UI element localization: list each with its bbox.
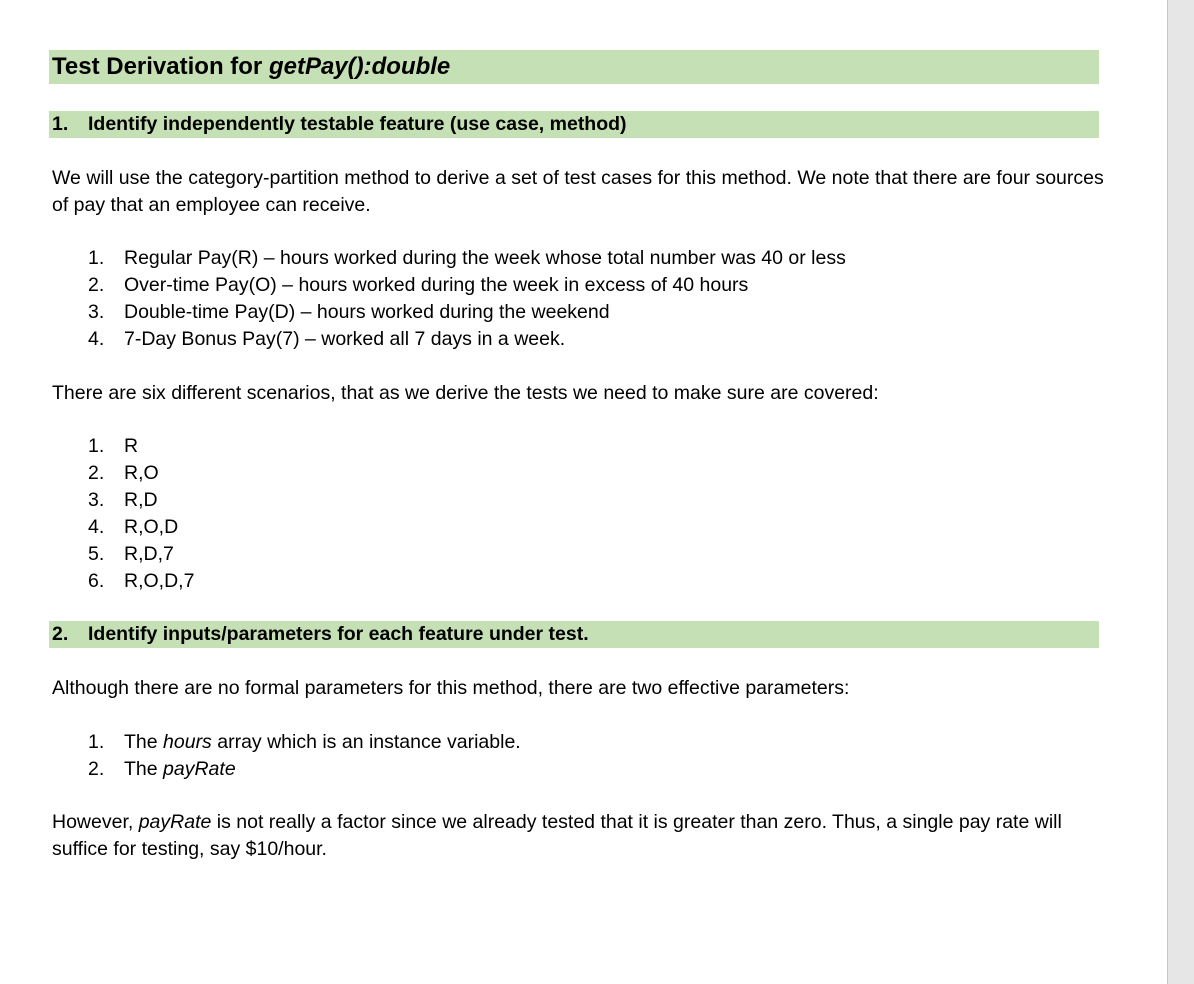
list-item: 4. 7-Day Bonus Pay(7) – worked all 7 days in a week.	[88, 328, 566, 350]
list-item: 1. The hours array which is an instance variable.	[88, 731, 521, 753]
title-method: getPay():double	[268, 53, 451, 80]
list-item: 3. R,D	[88, 489, 158, 511]
list-item: 3. Double-time Pay(D) – hours worked during the weekend	[88, 301, 610, 323]
vertical-scrollbar[interactable]	[1167, 0, 1194, 984]
section-2-number: 2.	[52, 623, 69, 645]
section-1-intro: We will use the category-partition method to derive a set of test cases for this method. We note that there are four sources of pay that an employee can receive.	[52, 167, 1104, 216]
section-2-heading-text: Identify inputs/parameters for each feature under test.	[88, 623, 589, 645]
scenarios-list	[88, 433, 194, 595]
section-2-intro: Although there are no formal parameters for this method, there are two effective parameters:	[52, 677, 850, 699]
list-item: 2. R,O	[88, 462, 159, 484]
section-1-number: 1.	[52, 113, 69, 135]
list-item: 2. Over-time Pay(O) – hours worked during the week in excess of 40 hours	[88, 274, 749, 296]
closing-paragraph: However, payRate is not really a factor since we already tested that it is greater than zero. Thus, a single pay rate will suffice for testing, say $10/hour.	[52, 811, 1062, 860]
section-2-heading	[49, 621, 1099, 648]
list-item: 6. R,O,D,7	[88, 570, 195, 592]
params-list	[88, 729, 521, 783]
list-item: 1. Regular Pay(R) – hours worked during the week whose total number was 40 or less	[88, 247, 846, 269]
pay-sources-list	[88, 245, 846, 353]
list-item: 4. R,O,D	[88, 516, 179, 538]
section-1-heading	[49, 111, 1099, 138]
page-title	[49, 50, 1099, 84]
list-item: 1. R	[88, 435, 139, 457]
list-item: 5. R,D,7	[88, 543, 174, 565]
list-item: 2. The payRate	[88, 758, 236, 780]
title-prefix: Test Derivation for	[52, 53, 269, 80]
section-1-heading-text: Identify independently testable feature (use case, method)	[88, 113, 627, 135]
scenarios-intro: There are six different scenarios, that as we derive the tests we need to make sure are covered:	[52, 382, 879, 404]
